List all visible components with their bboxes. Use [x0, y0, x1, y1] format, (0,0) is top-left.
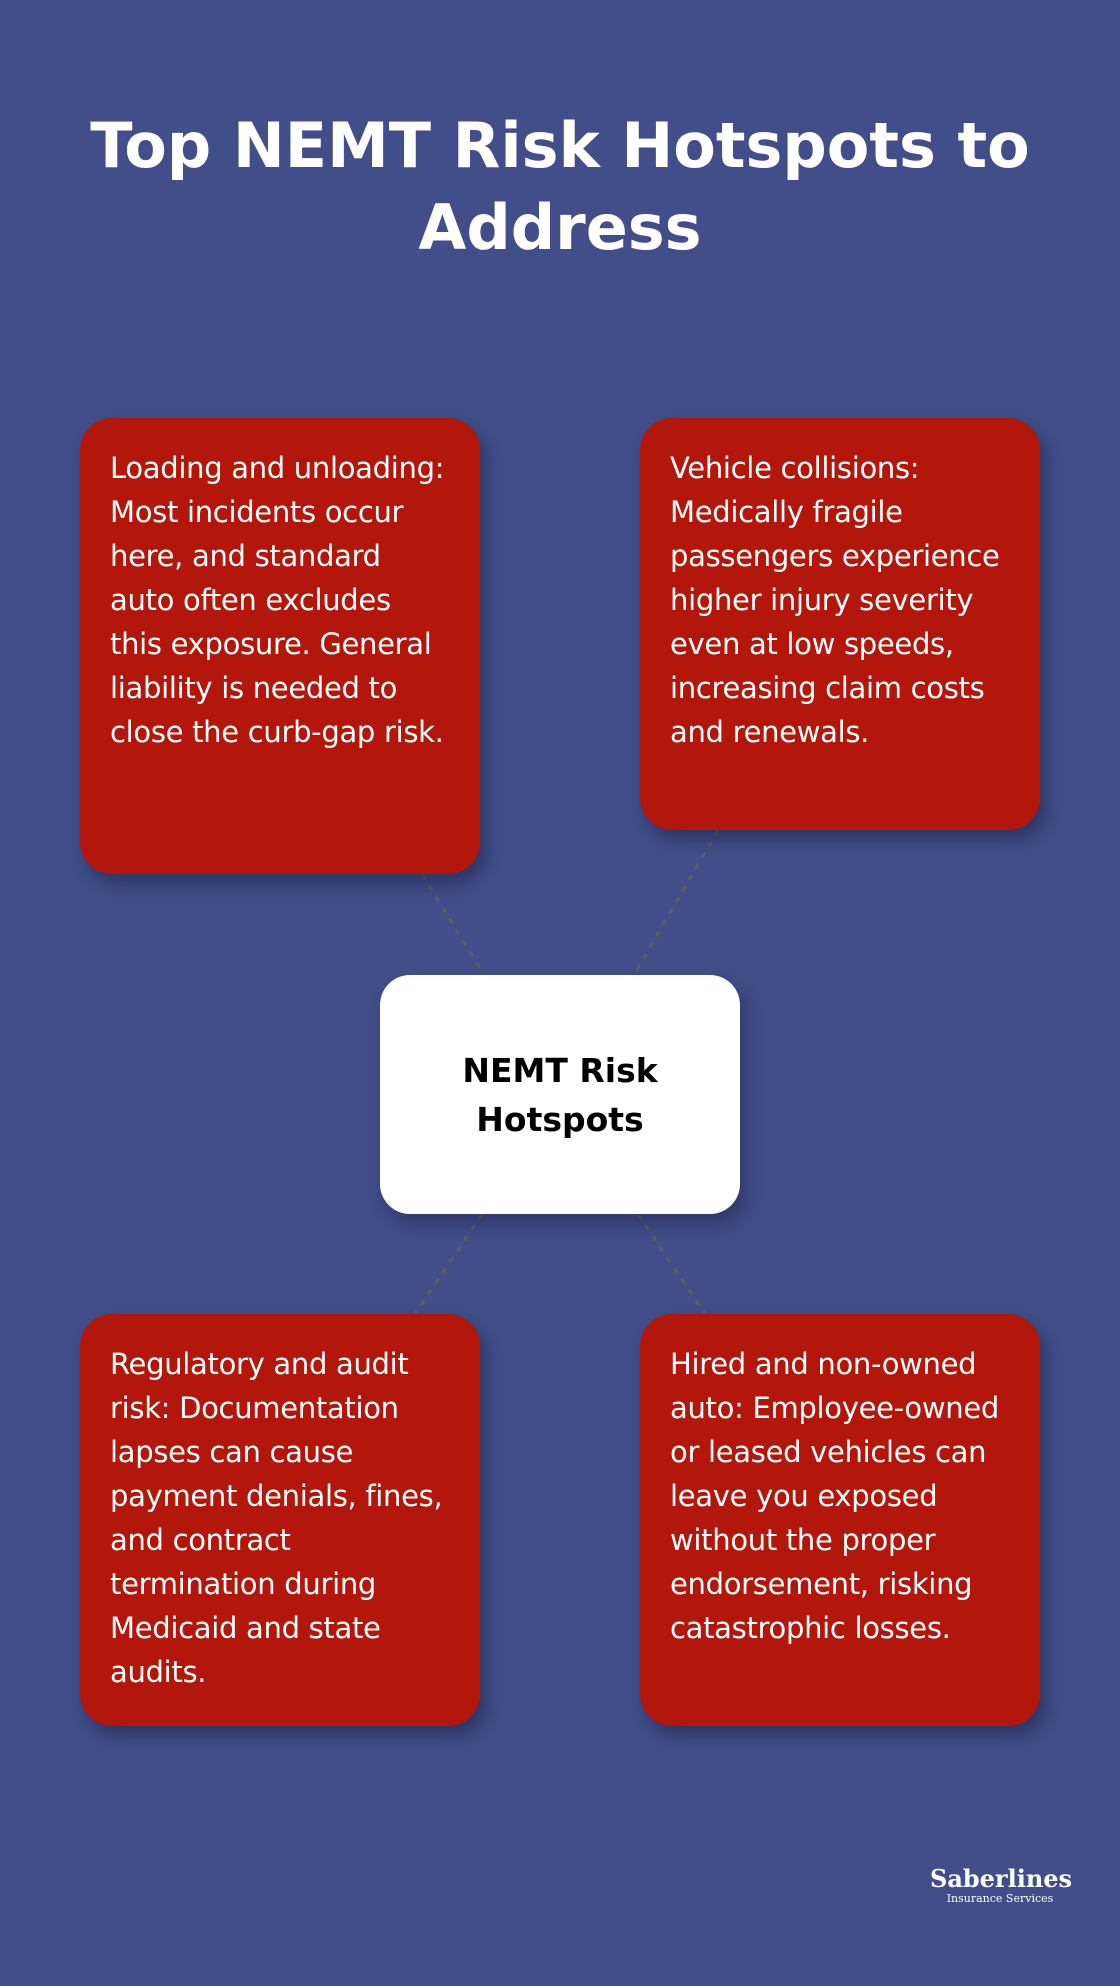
hotspot-card-loading-unloading	[80, 418, 480, 874]
connector-bottom-left	[415, 1214, 482, 1314]
hotspot-card-vehicle-collisions	[640, 418, 1040, 830]
hotspot-card-hired-non-owned-auto	[640, 1314, 1040, 1726]
hotspot-card-text: Loading and unloading: Most incidents occur here, and standard auto often excludes this exposure. General liability is needed to close the curb-gap risk.	[110, 451, 445, 749]
center-hub-box	[380, 975, 740, 1214]
hotspot-card-text: Vehicle collisions: Medically fragile passengers experience higher injury severity even at low speeds, increasing claim costs and renewals.	[670, 451, 1000, 749]
connector-top-right	[634, 830, 718, 975]
hotspot-card-text: Regulatory and audit risk: Documentation lapses can cause payment denials, fines, and contract termination during Medicaid and state audits.	[110, 1347, 443, 1689]
logo-subtitle: Insurance Services	[946, 1892, 1054, 1905]
center-hub-label: NEMT Risk Hotspots	[462, 1050, 658, 1139]
connector-top-left	[422, 874, 484, 975]
page-title: Top NEMT Risk Hotspots to Address	[90, 109, 1030, 264]
connector-bottom-right	[638, 1214, 705, 1314]
logo-name: Saberlines	[930, 1864, 1073, 1893]
hotspot-card-text: Hired and non-owned auto: Employee-owned or leased vehicles can leave you exposed without the proper endorsement, risking catastrophic losses.	[670, 1347, 999, 1645]
brand-logo	[930, 1864, 1073, 1905]
hotspot-card-regulatory-audit	[80, 1314, 480, 1726]
